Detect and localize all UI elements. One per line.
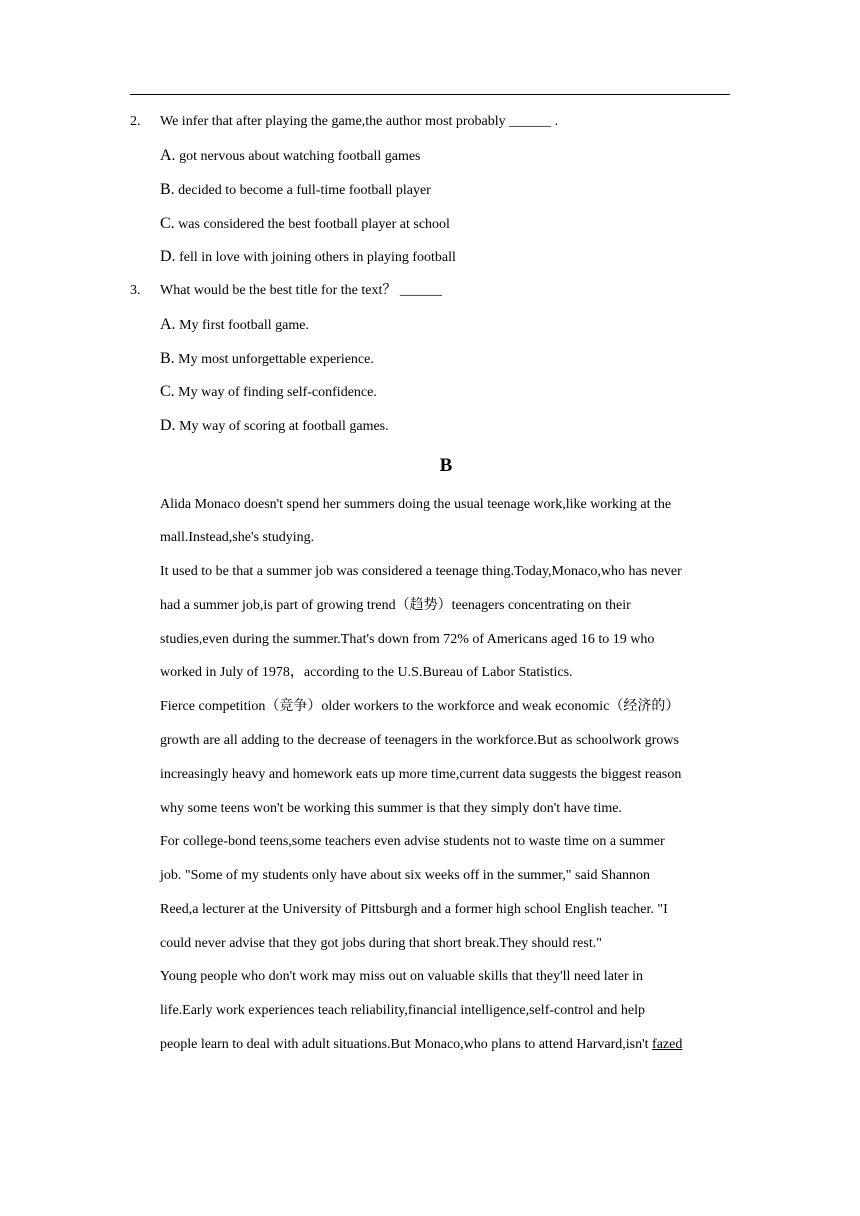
passage-line: Alida Monaco doesn't spend her summers doing the usual teenage work,like working at the [160,497,672,512]
question-2-option-a [160,146,421,167]
question-3-option-d [160,416,389,437]
passage-line: job. "Some of my students only have about six weeks off in the summer," said Shannon [160,868,651,883]
option-text: My most unforgettable experience. [178,352,374,367]
question-3-option-b [160,349,374,370]
passage-line: For college-bond teens,some teachers even advise students not to waste time on a summer [160,834,665,849]
passage-line: could never advise that they got jobs during that short break.They should rest." [160,936,602,951]
passage-line: life.Early work experiences teach reliability,financial intelligence,self-control and help [160,1003,645,1018]
option-text: got nervous about watching football games [179,149,421,164]
passage-line: mall.Instead,she's studying. [160,530,315,545]
question-2-option-c [160,214,450,235]
question-2-number: 2. [130,114,141,129]
passage-line: It used to be that a summer job was considered a teenage thing.Today,Monaco,who has never [160,564,682,579]
option-letter: B. [160,350,175,367]
passage-line: worked in July of 1978，according to the U.S.Bureau of Labor Statistics. [160,665,573,680]
passage-line: Fierce competition（竞争）older workers to the workforce and weak economic（经济的） [160,699,680,714]
passage-line: why some teens won't be working this summer is that they simply don't have time. [160,801,622,816]
header-rule [130,94,730,95]
passage-line: Young people who don't work may miss out on valuable skills that they'll need later in [160,969,644,984]
option-text: decided to become a full-time football player [178,183,431,198]
option-letter: A. [160,147,176,164]
question-3-option-a [160,315,309,336]
passage-line: studies,even during the summer.That's down from 72% of Americans aged 16 to 19 who [160,632,655,647]
passage-line-last [160,1035,682,1055]
option-text: was considered the best football player at school [178,217,450,232]
question-2-option-d [160,247,456,268]
option-letter: D. [160,248,176,265]
passage-line-text: people learn to deal with adult situations.But Monaco,who plans to attend Harvard,isn't [160,1037,653,1052]
option-text: My way of scoring at football games. [179,419,389,434]
underlined-word: fazed [652,1037,683,1052]
section-heading: B [439,455,453,476]
question-3-number: 3. [130,283,141,298]
question-3-text: What would be the best title for the text？ ______ [160,283,442,298]
option-letter: D. [160,417,176,434]
question-3-option-c [160,382,377,403]
passage-line: increasingly heavy and homework eats up more time,current data suggests the biggest reason [160,767,682,782]
option-letter: C. [160,215,175,232]
option-letter: C. [160,383,175,400]
option-text: My first football game. [179,318,309,333]
option-letter: A. [160,316,176,333]
passage-line: Reed,a lecturer at the University of Pittsburgh and a former high school English teacher. "I [160,902,668,917]
option-text: fell in love with joining others in playing football [179,250,456,265]
option-text: My way of finding self-confidence. [178,385,377,400]
passage-line: growth are all adding to the decrease of teenagers in the workforce.But as schoolwork grows [160,733,679,748]
option-letter: B. [160,181,175,198]
question-2-option-b [160,180,431,201]
question-2-text: We infer that after playing the game,the author most probably ______ . [160,114,559,129]
passage-line: had a summer job,is part of growing trend（趋势）teenagers concentrating on their [160,598,631,613]
